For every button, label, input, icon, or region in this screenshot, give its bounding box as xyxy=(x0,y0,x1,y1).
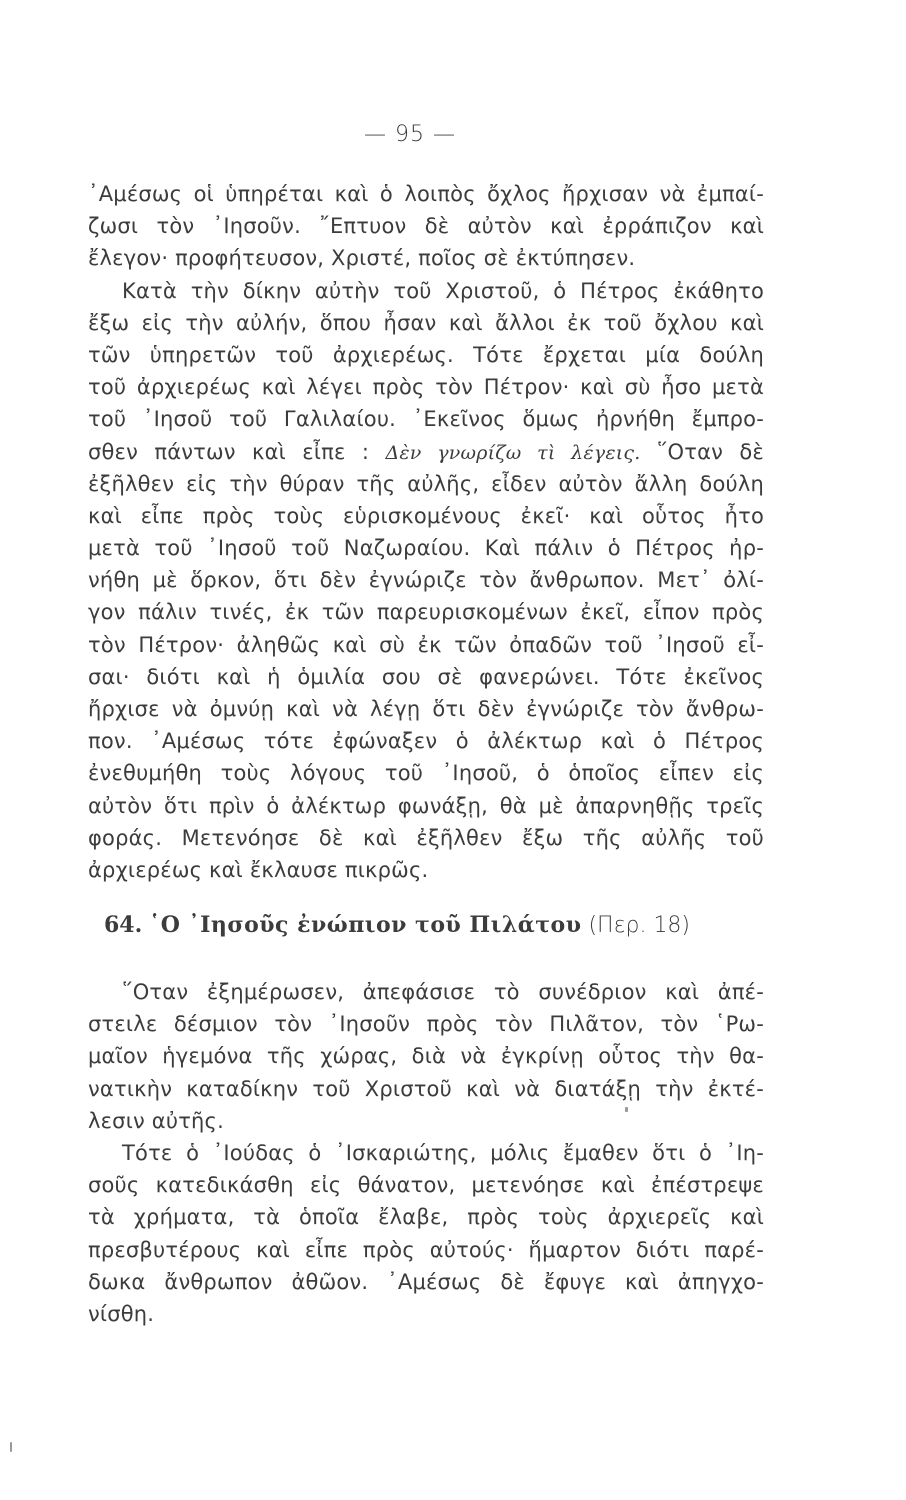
text-line: μετὰ τοῦ ᾽Ιησοῦ τοῦ Ναζωραίου. Καὶ πάλιν ὁ Πέτρος ἠρ- xyxy=(88,536,764,561)
text-line: μαῖον ἡγεμόνα τῆς χώρας, διὰ νὰ ἐγκρίνῃ οὗτος τὴν θα- xyxy=(88,1044,764,1069)
text-line: τῶν ὑπηρετῶν τοῦ ἀρχιερέως. Τότε ἔρχεται μία δούλη xyxy=(88,342,764,367)
paper-speck xyxy=(10,1442,12,1452)
text-line: Κατὰ τὴν δίκην αὐτὴν τοῦ Χριστοῦ, ὁ Πέτρος ἐκάθητο xyxy=(122,278,764,303)
text-line: ἀρχιερέως καὶ ἔκλαυσε πικρῶς. xyxy=(88,857,429,882)
text-line: νατικὴν καταδίκην τοῦ Χριστοῦ καὶ νὰ διατάξῃ τὴν ἐκτέ- xyxy=(88,1076,764,1101)
text-line: ῞Οταν ἐξημέρωσεν, ἀπεφάσισε τὸ συνέδριον καὶ ἀπέ- xyxy=(122,980,764,1004)
section-reference: (Περ. 18) xyxy=(588,913,691,938)
text-segment: ῞Οταν δὲ xyxy=(640,439,764,464)
text-line: τοῦ ἀρχιερέως καὶ λέγει πρὸς τὸν Πέτρον· καὶ σὺ ἦσο μετὰ xyxy=(88,375,764,400)
text-line: αὐτὸν ὅτι πρὶν ὁ ἀλέκτωρ φωνάξῃ, θὰ μὲ ἀπαρνηθῇς τρεῖς xyxy=(88,793,764,818)
text-segment: σθεν πάντων καὶ εἶπε : xyxy=(88,439,370,464)
text-line: καὶ εἶπε πρὸς τοὺς εὑρισκομένους ἐκεῖ· καὶ οὗτος ἦτο xyxy=(88,503,764,528)
text-line: ἤρχισε νὰ ὀμνύῃ καὶ νὰ λέγῃ ὅτι δὲν ἐγνώριζε τὸν ἄνθρω- xyxy=(88,697,764,721)
text-line: ἔξω εἰς τὴν αὐλήν, ὅπου ἦσαν καὶ ἄλλοι ἐκ τοῦ ὄχλου καὶ xyxy=(88,310,764,335)
section-title: ῾Ο ᾽Ιησοῦς ἐνώπιον τοῦ Πιλάτου xyxy=(149,912,582,938)
italic-quote: Δὲν γνωρίζω τὶ λέγεις. xyxy=(385,441,641,464)
text-line: τὸν Πέτρον· ἀληθῶς καὶ σὺ ἐκ τῶν ὀπαδῶν τοῦ ᾽Ιησοῦ εἶ- xyxy=(88,632,764,657)
text-line: φοράς. Μετενόησε δὲ καὶ ἐξῆλθεν ἔξω τῆς αὐλῆς τοῦ xyxy=(88,825,764,850)
text-line-with-quote xyxy=(88,436,764,468)
text-line: πρεσβυτέρους καὶ εἶπε πρὸς αὐτούς· ἥμαρτον διότι παρέ- xyxy=(88,1237,764,1262)
text-line: ἔλεγον· προφήτευσον, Χριστέ, ποῖος σὲ ἐκτύπησεν. xyxy=(88,246,636,271)
section-text-2 xyxy=(88,976,764,1330)
text-line: Τότε ὁ ᾽Ιούδας ὁ ᾽Ισκαριώτης, μόλις ἔμαθεν ὅτι ὁ ᾽Ιη- xyxy=(122,1140,764,1165)
text-line: πον. ᾽Αμέσως τότε ἐφώναξεν ὁ ἀλέκτωρ καὶ ὁ Πέτρος xyxy=(88,729,764,754)
section-text-1 xyxy=(88,178,764,886)
text-line: σοῦς κατεδικάσθη εἰς θάνατον, μετενόησε καὶ ἐπέστρεψε xyxy=(88,1173,764,1198)
text-line: νίσθη. xyxy=(88,1301,155,1326)
text-line: δωκα ἄνθρωπον ἀθῶον. ᾽Αμέσως δὲ ἔφυγε καὶ ἀπηγχο- xyxy=(88,1269,764,1294)
text-line: τοῦ ᾽Ιησοῦ τοῦ Γαλιλαίου. ᾽Εκεῖνος ὅμως ἠρνήθη ἔμπρο- xyxy=(88,407,764,432)
text-line: νήθη μὲ ὅρκον, ὅτι δὲν ἐγνώριζε τὸν ἄνθρωπον. Μετ᾽ ὀλί- xyxy=(88,568,764,593)
page-number: — 95 — xyxy=(364,122,456,147)
text-line: λεσιν αὐτῆς. xyxy=(88,1108,224,1133)
section-number: 64. xyxy=(104,912,143,938)
paper-speck xyxy=(625,1107,628,1112)
text-line: τὰ χρήματα, τὰ ὁποῖα ἔλαβε, πρὸς τοὺς ἀρχιερεῖς καὶ xyxy=(88,1205,764,1230)
text-line: γον πάλιν τινές, ἐκ τῶν παρευρισκομένων ἐκεῖ, εἶπον πρὸς xyxy=(88,600,764,625)
text-line: ζωσι τὸν ᾽Ιησοῦν. ῎Επτυον δὲ αὐτὸν καὶ ἐρράπιζον καὶ xyxy=(88,214,764,239)
text-line: ᾽Αμέσως οἱ ὑπηρέται καὶ ὁ λοιπὸς ὄχλος ἤρχισαν νὰ ἐμπαί- xyxy=(88,182,764,206)
text-line: σαι· διότι καὶ ἡ ὁμιλία σου σὲ φανερώνει. Τότε ἐκεῖνος xyxy=(88,664,764,689)
text-line: ἐνεθυμήθη τοὺς λόγους τοῦ ᾽Ιησοῦ, ὁ ὁποῖος εἶπεν εἰς xyxy=(88,761,764,786)
text-line: ἐξῆλθεν εἰς τὴν θύραν τῆς αὐλῆς, εἶδεν αὐτὸν ἄλλη δούλη xyxy=(88,471,764,496)
text-line: στειλε δέσμιον τὸν ᾽Ιησοῦν πρὸς τὸν Πιλᾶτον, τὸν ῾Ρω- xyxy=(88,1012,764,1037)
section-heading xyxy=(104,912,690,938)
